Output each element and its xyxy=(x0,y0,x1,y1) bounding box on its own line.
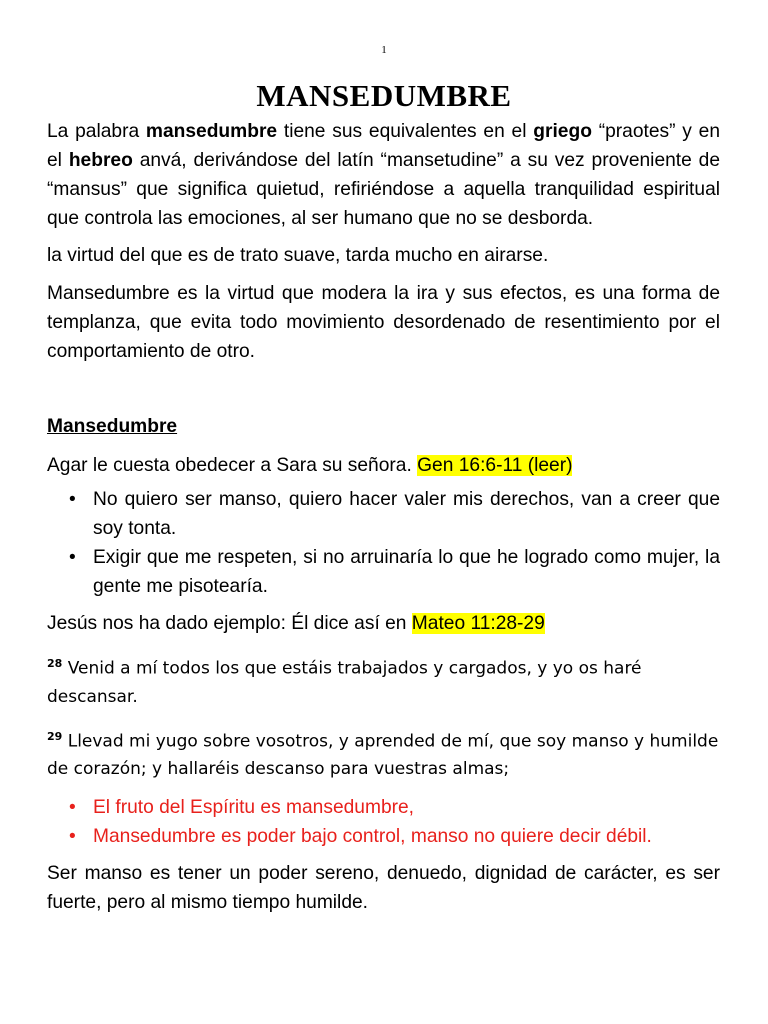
jesus-text: Jesús nos ha dado ejemplo: Él dice así en xyxy=(47,613,412,634)
intro-text-4: anvá, derivándose del latín “mansetudine” a su vez proveniente de “mansus” que significa quietud, refiriéndose a aquella tranquilidad espiritual que controla las emociones, al ser humano que no se desborda. xyxy=(47,150,721,229)
jesus-paragraph xyxy=(47,609,720,638)
intro-text-3: “praotes” y en el xyxy=(47,121,720,171)
list-item: • No quiero ser manso, quiero hacer valer mis derechos, van a creer que soy tonta. xyxy=(47,485,720,543)
agar-text: Agar le cuesta obedecer a Sara su señora. xyxy=(47,455,418,476)
list-item: • Mansedumbre es poder bajo control, manso no quiere decir débil. xyxy=(47,822,720,851)
intro-text-1: La palabra xyxy=(47,121,146,142)
bullet-list-1 xyxy=(47,485,720,601)
page-number: 1 xyxy=(381,44,387,56)
mateo-reference-highlight: Mateo 11:28-29 xyxy=(411,613,545,634)
virtue-paragraph: la virtud del que es de trato suave, tarda mucho en airarse. xyxy=(47,245,549,266)
intro-bold-griego: griego xyxy=(533,121,592,142)
agar-paragraph xyxy=(47,451,720,480)
intro-text-2: tiene sus equivalentes en el xyxy=(277,121,534,142)
verse-text: Venid a mí todos los que estáis trabajados y cargados, y yo os haré descansar. xyxy=(47,658,642,707)
verse-29 xyxy=(47,723,720,784)
intro-paragraph xyxy=(47,117,720,233)
list-item: • Exigir que me respeten, si no arruinaría lo que he logrado como mujer, la gente me pisotearía. xyxy=(47,543,720,601)
intro-bold-hebreo: hebreo xyxy=(68,150,133,171)
agar-reference-highlight: Gen 16:6-11 (leer) xyxy=(417,455,573,476)
verse-text: Llevad mi yugo sobre vosotros, y aprended de mí, que soy manso y humilde de corazón; y hallaréis descanso para vuestras almas; xyxy=(47,731,719,780)
verse-number: 29 xyxy=(47,729,63,743)
verse-number: 28 xyxy=(47,657,63,670)
page-title: MANSEDUMBRE xyxy=(256,78,512,113)
section-heading: Mansedumbre xyxy=(47,416,178,437)
definition-paragraph: Mansedumbre es la virtud que modera la ira y sus efectos, es una forma de templanza, que evita todo movimiento desordenado de resentimiento por el comportamiento de otro. xyxy=(47,283,720,362)
list-item: • El fruto del Espíritu es mansedumbre, xyxy=(47,793,720,822)
bullet-list-2 xyxy=(47,793,720,851)
document-body xyxy=(47,117,720,917)
closing-paragraph: Ser manso es tener un poder sereno, denuedo, dignidad de carácter, es ser fuerte, pero al mismo tiempo humilde. xyxy=(47,863,720,914)
verse-28 xyxy=(47,650,720,711)
intro-bold-mansedumbre: mansedumbre xyxy=(145,121,278,142)
